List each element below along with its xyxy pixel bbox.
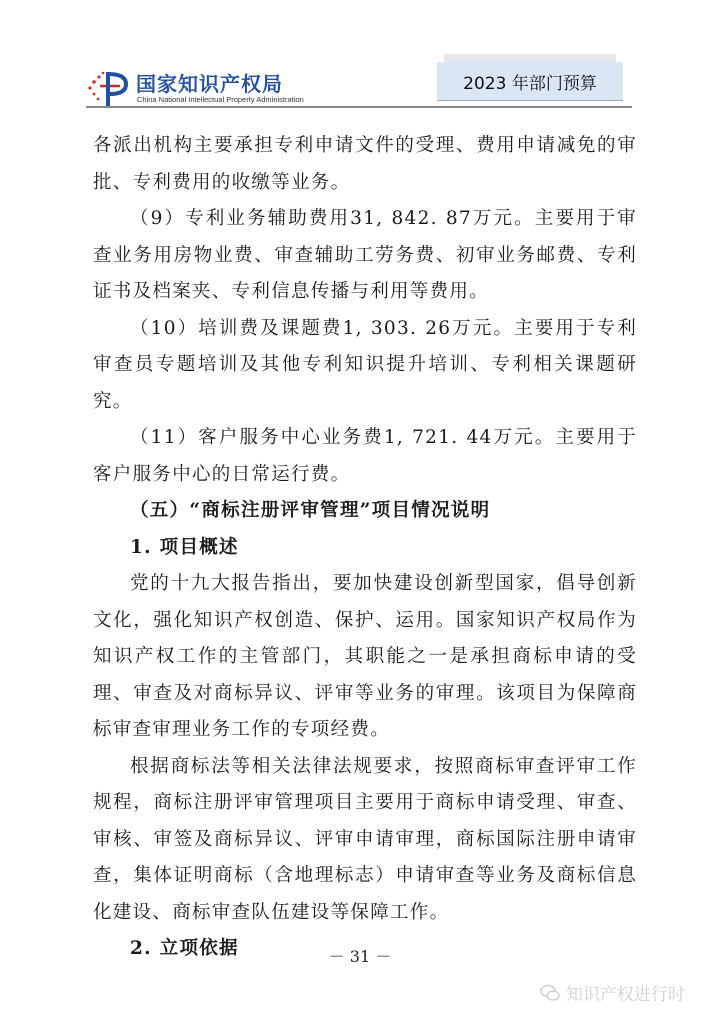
paragraph: 根据商标法等相关法律法规要求，按照商标审查评审工作规程，商标注册评审管理项目主要用于商标申请受理、审查、审核、审签及商标异议、评审申请审理，商标国际注册申请审查，集体证明商标（含地理标志）申请审查等业务及商标信息化建设、商标审查队伍建设等保障工作。	[93, 755, 637, 923]
document-body	[93, 128, 637, 968]
paragraph: 各派出机构主要承担专利申请文件的受理、费用申请减免的审批、专利费用的收缴等业务。	[93, 135, 637, 193]
wechat-icon	[540, 984, 560, 1002]
page-number: － 31 －	[328, 947, 392, 966]
section-heading: （五）“商标注册评审管理”项目情况说明	[130, 500, 491, 521]
page-header	[0, 0, 720, 120]
paragraph: （11）客户服务中心业务费1, 721. 44万元。主要用于客户服务中心的日常运行费。	[93, 427, 637, 485]
cnipa-logo-icon	[86, 68, 130, 108]
header-divider	[86, 106, 632, 108]
watermark-text: 知识产权进行时	[566, 985, 685, 1005]
paragraph: （9）专利业务辅助费用31, 842. 87万元。主要用于审查业务用房物业费、审查辅助工劳务费、初审业务邮费、专利证书及档案夹、专利信息传播与利用等费用。	[93, 208, 637, 302]
doc-title-tab: 2023 年部门预算	[437, 62, 623, 101]
org-name-cn: 国家知识产权局	[136, 72, 283, 96]
paragraph: 党的十九大报告指出，要加快建设创新型国家，倡导创新文化，强化知识产权创造、保护、运用。国家知识产权局作为知识产权工作的主管部门，其职能之一是承担商标申请的受理、审查及对商标异议、评审等业务的审理。该项目为保障商标审查审理业务工作的专项经费。	[93, 573, 637, 740]
org-name-en: China National Intellectual Property Administration	[137, 95, 304, 104]
watermark	[540, 980, 685, 1005]
subsection-heading: 2. 立项依据	[130, 938, 239, 959]
paragraph: （10）培训费及课题费1, 303. 26万元。主要用于专利审查员专题培训及其他专利知识提升培训、专利相关课题研究。	[93, 317, 637, 412]
subsection-heading: 1. 项目概述	[130, 536, 239, 558]
